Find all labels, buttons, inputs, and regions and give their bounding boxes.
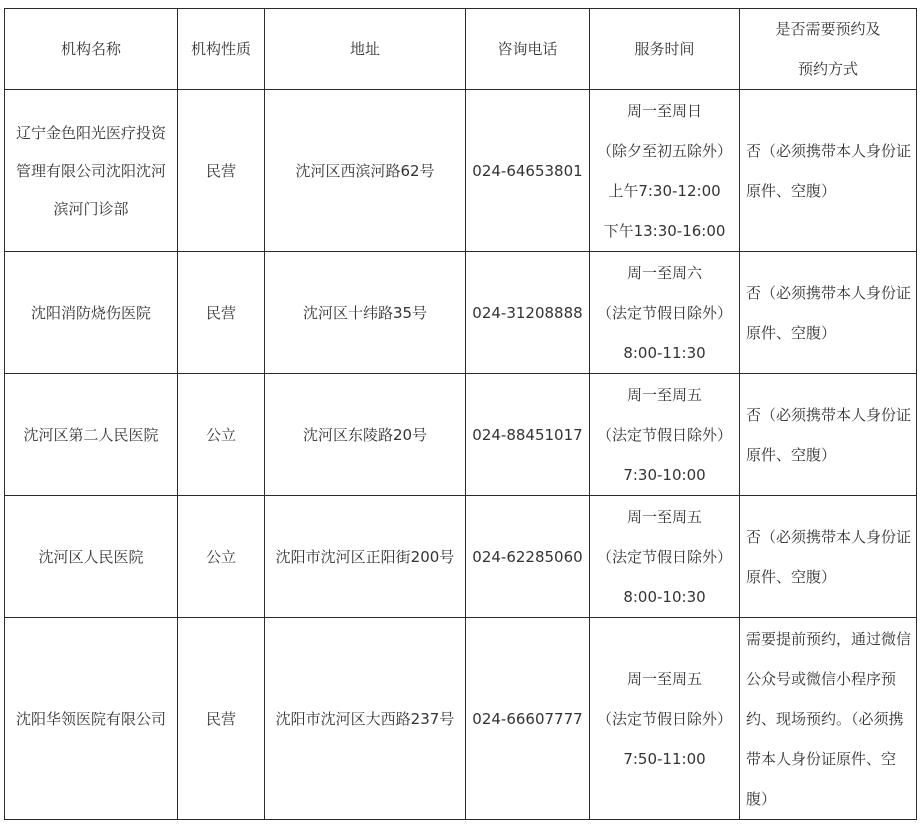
table-row xyxy=(5,618,917,820)
hours-days: 周一至周日 xyxy=(626,101,702,120)
header-hours: 服务时间 xyxy=(590,9,740,90)
cell-appointment xyxy=(740,252,917,374)
hours-days: 周一至周六 xyxy=(626,263,702,282)
header-appointment-line1: 是否需要预约及 xyxy=(775,20,881,38)
cell-type: 公立 xyxy=(178,496,265,618)
cell-hours xyxy=(590,618,740,820)
appointment-text: 需要提前预约，通过微信公众号或微信小程序预约、现场预约。（必须携带本人身份证原件、空腹） xyxy=(746,629,912,808)
cell-phone: 024-88451017 xyxy=(466,374,590,496)
cell-type: 民营 xyxy=(178,90,265,252)
cell-name: 沈阳消防烧伤医院 xyxy=(5,252,178,374)
cell-address: 沈阳市沈河区正阳街200号 xyxy=(265,496,466,618)
hours-exception: （法定节假日除外） xyxy=(596,425,732,444)
header-appointment-line2: 预约方式 xyxy=(797,60,858,78)
hours-time: 8:00-11:30 xyxy=(623,343,706,362)
cell-address: 沈阳市沈河区大西路237号 xyxy=(265,618,466,820)
hours-morning: 上午7:30-12:00 xyxy=(608,181,721,200)
hours-time: 7:30-10:00 xyxy=(623,465,706,484)
cell-appointment xyxy=(740,90,917,252)
header-name: 机构名称 xyxy=(5,9,178,90)
cell-address: 沈河区西滨河路62号 xyxy=(265,90,466,252)
cell-appointment xyxy=(740,496,917,618)
table-row xyxy=(5,252,917,374)
cell-name: 沈河区第二人民医院 xyxy=(5,374,178,496)
institution-table xyxy=(4,8,917,820)
cell-hours xyxy=(590,90,740,252)
header-appointment xyxy=(740,9,917,90)
cell-phone: 024-66607777 xyxy=(466,618,590,820)
cell-name: 辽宁金色阳光医疗投资管理有限公司沈阳沈河滨河门诊部 xyxy=(5,90,178,252)
header-address: 地址 xyxy=(265,9,466,90)
hours-afternoon: 下午13:30-16:00 xyxy=(603,221,726,240)
table-row xyxy=(5,374,917,496)
header-type: 机构性质 xyxy=(178,9,265,90)
appointment-text: 否（必须携带本人身份证原件、空腹） xyxy=(746,141,912,200)
cell-address: 沈河区十纬路35号 xyxy=(265,252,466,374)
cell-address: 沈河区东陵路20号 xyxy=(265,374,466,496)
cell-hours xyxy=(590,374,740,496)
header-phone: 咨询电话 xyxy=(466,9,590,90)
appointment-text: 否（必须携带本人身份证原件、空腹） xyxy=(746,405,912,464)
cell-phone: 024-64653801 xyxy=(466,90,590,252)
cell-hours xyxy=(590,496,740,618)
hours-exception: （法定节假日除外） xyxy=(596,303,732,322)
appointment-text: 否（必须携带本人身份证原件、空腹） xyxy=(746,283,912,342)
hours-days: 周一至周五 xyxy=(626,507,702,526)
hours-exception: （除夕至初五除外） xyxy=(596,141,732,160)
cell-hours xyxy=(590,252,740,374)
hours-time: 7:50-11:00 xyxy=(623,749,706,768)
cell-type: 民营 xyxy=(178,252,265,374)
hours-days: 周一至周五 xyxy=(626,385,702,404)
hours-days: 周一至周五 xyxy=(626,669,702,688)
table-header-row xyxy=(5,9,917,90)
cell-name: 沈河区人民医院 xyxy=(5,496,178,618)
cell-phone: 024-62285060 xyxy=(466,496,590,618)
cell-phone: 024-31208888 xyxy=(466,252,590,374)
hours-exception: （法定节假日除外） xyxy=(596,547,732,566)
table-row xyxy=(5,90,917,252)
cell-appointment xyxy=(740,374,917,496)
cell-name: 沈阳华领医院有限公司 xyxy=(5,618,178,820)
table-row xyxy=(5,496,917,618)
cell-appointment xyxy=(740,618,917,820)
cell-type: 民营 xyxy=(178,618,265,820)
hours-time: 8:00-10:30 xyxy=(623,587,706,606)
appointment-text: 否（必须携带本人身份证原件、空腹） xyxy=(746,527,912,586)
hours-exception: （法定节假日除外） xyxy=(596,709,732,728)
cell-type: 公立 xyxy=(178,374,265,496)
